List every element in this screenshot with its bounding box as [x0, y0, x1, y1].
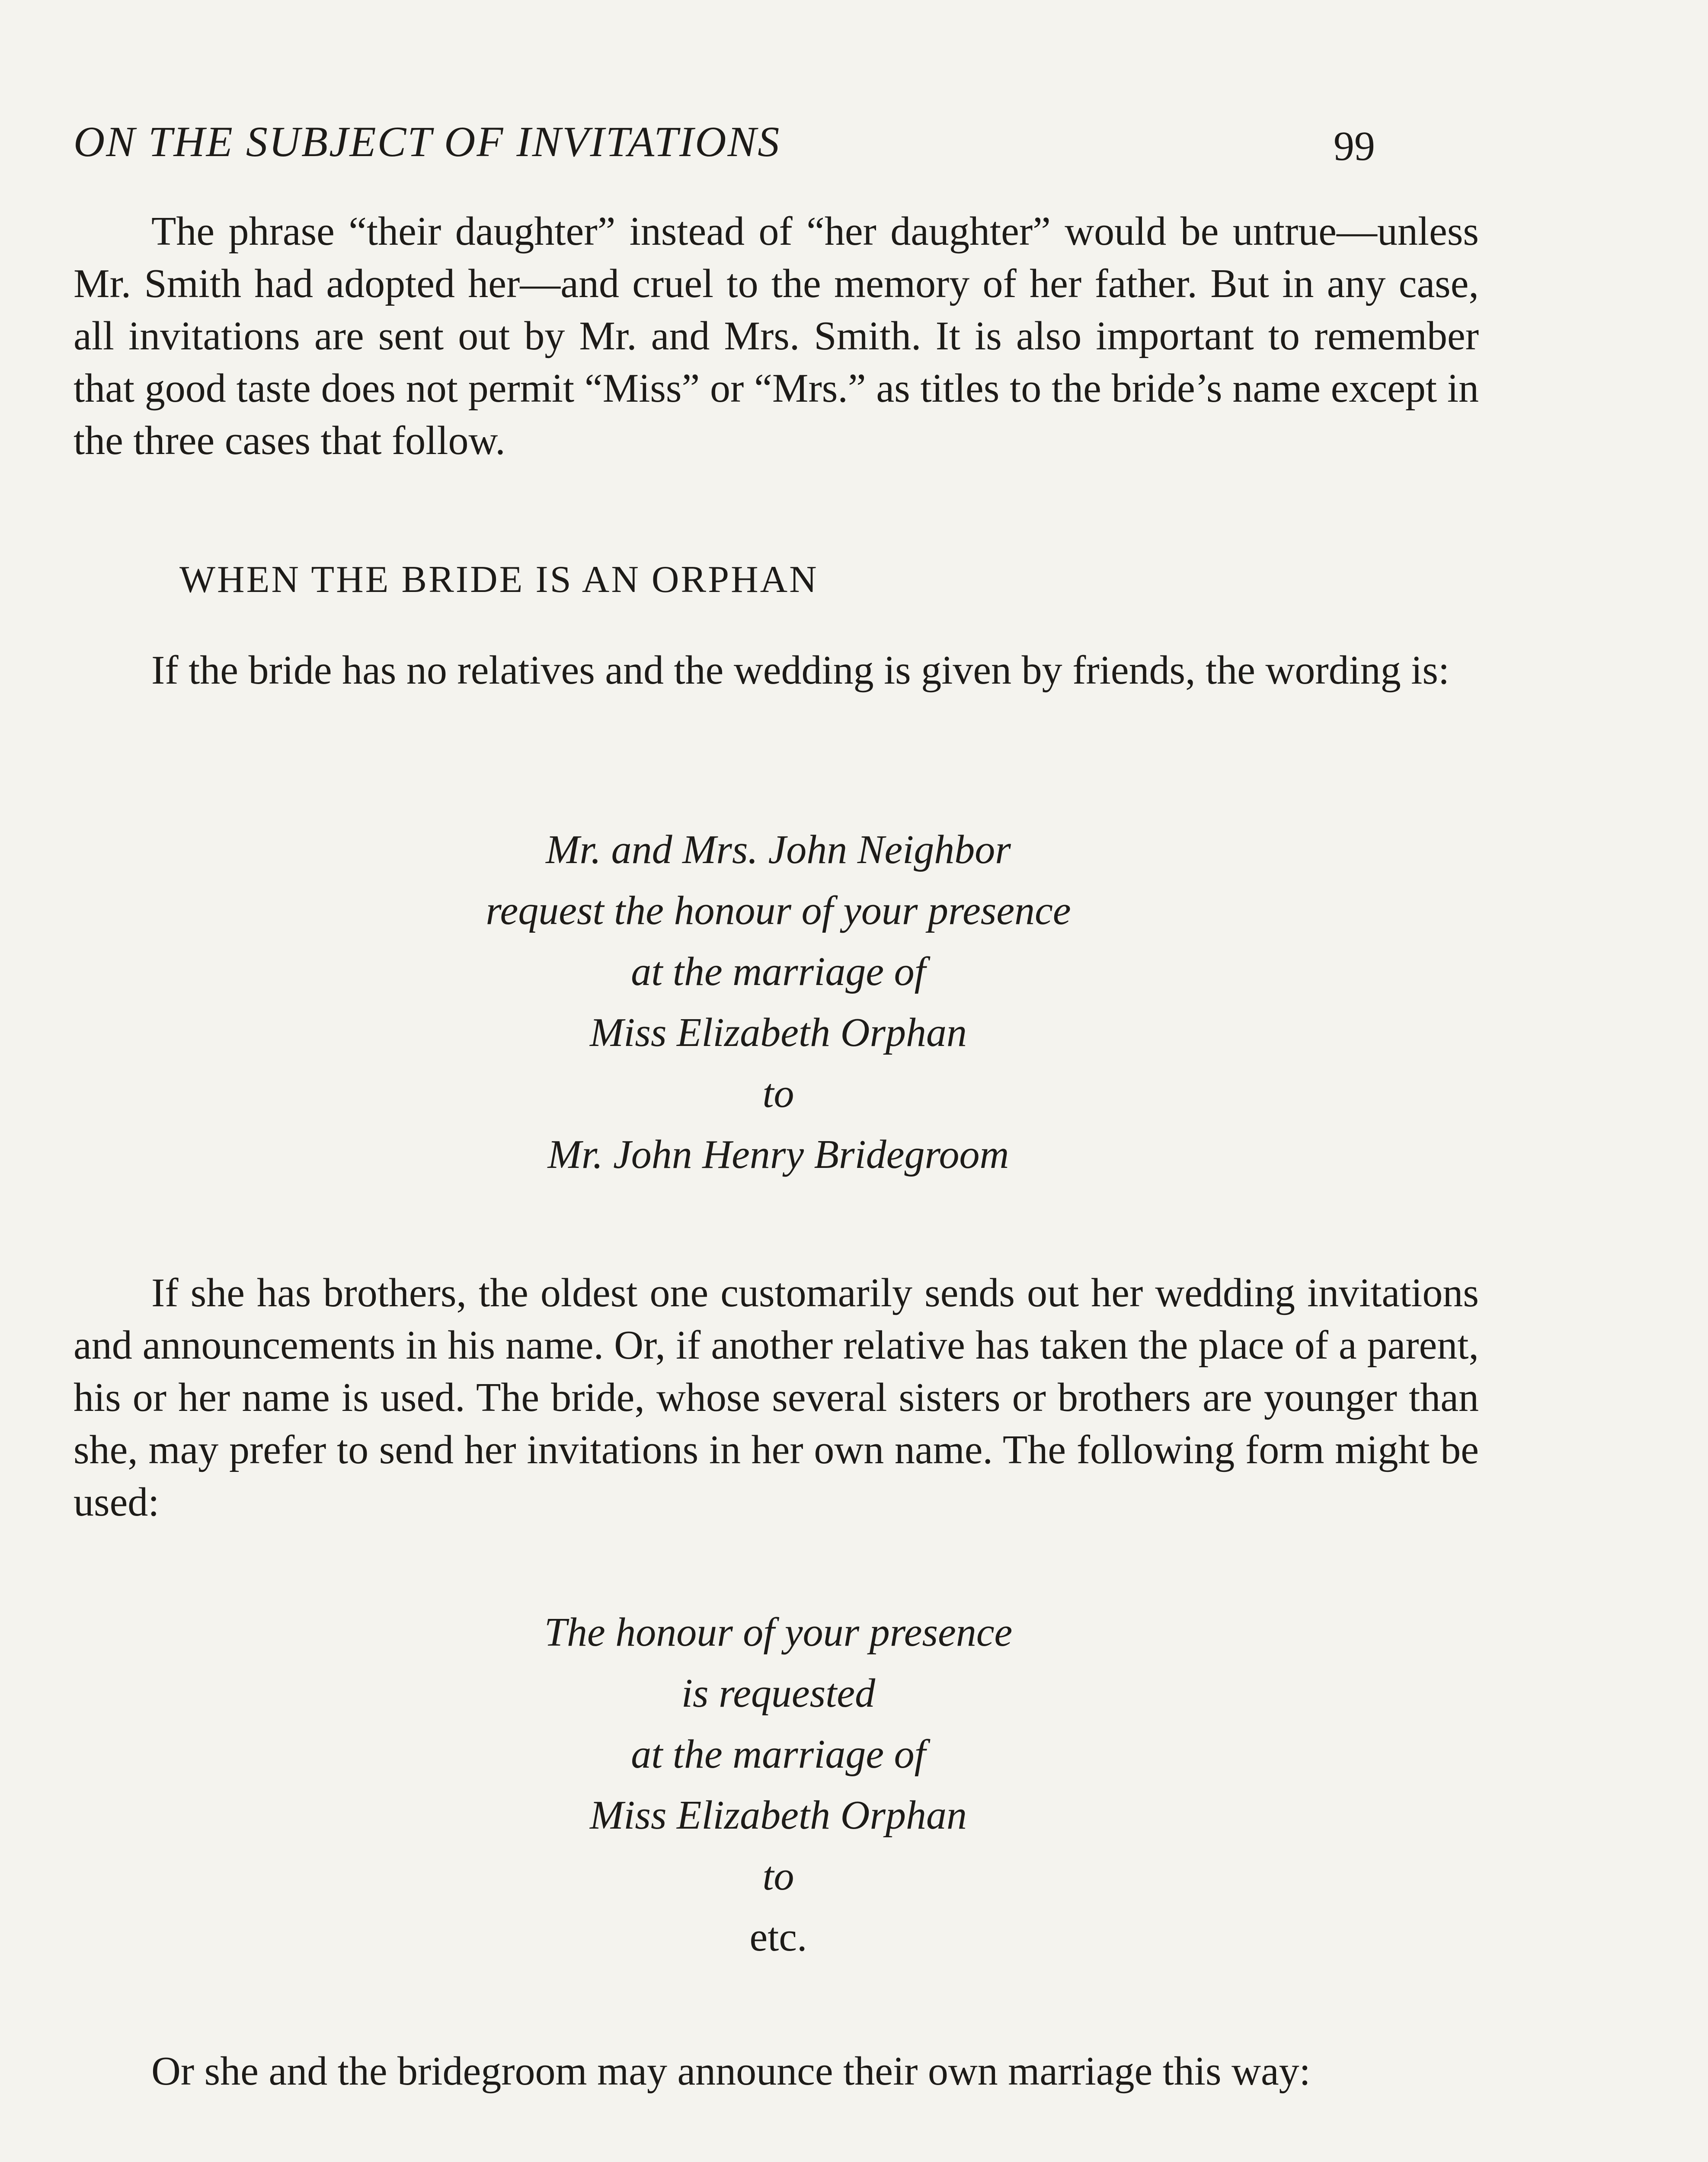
invitation-line: Mr. John Henry Bridegroom — [547, 1132, 1009, 1177]
invitation-line: at the marriage of — [631, 1732, 926, 1777]
invitation-line: request the honour of your presence — [486, 888, 1071, 933]
invitation-example-friends — [0, 819, 1557, 1185]
paragraph-adoption-note: The phrase “their daughter” instead of “her daughter” would be untrue—unless Mr. Smith had adopted her—and cruel to the memory of her father. But in any case, all invitations are sent out by Mr. and Mrs. Smith. It is also important to remember that good taste does not permit “Miss” or “Mrs.” as titles to the bride’s name except in the three cases that follow. — [74, 209, 1479, 463]
invitation-line: Miss Elizabeth Orphan — [589, 1010, 967, 1055]
section-heading: WHEN THE BRIDE IS AN ORPHAN — [179, 559, 819, 601]
invitation-line: to — [762, 1071, 794, 1116]
running-head — [74, 117, 1375, 177]
invitation-line: Mr. and Mrs. John Neighbor — [546, 827, 1011, 872]
page-number: 99 — [1334, 123, 1375, 169]
invitation-line: Miss Elizabeth Orphan — [589, 1793, 967, 1838]
invitation-line: at the marriage of — [631, 949, 926, 994]
invitation-line: The honour of your presence — [544, 1610, 1013, 1655]
paragraph-brothers: If she has brothers, the oldest one customarily sends out her wedding invitations and announcements in his name. Or, if another relative has taken the place of a parent, his or her name is used. The bride, whose several sisters or brothers are younger than she, may prefer to send her invitations in her own name. The following form might be used: — [74, 1270, 1479, 1525]
paragraph-joint-announcement: Or she and the bridegroom may announce their own marriage this way: — [151, 2049, 1311, 2094]
paragraph-orphan-wording: If the bride has no relatives and the wedding is given by friends, the wording is: — [151, 648, 1450, 693]
invitation-line: to — [762, 1854, 794, 1899]
invitation-example-own-name — [0, 1602, 1557, 1968]
invitation-line: is requested — [681, 1671, 876, 1716]
running-title: ON THE SUBJECT OF INVITATIONS — [74, 118, 781, 166]
invitation-line: etc. — [749, 1915, 807, 1960]
